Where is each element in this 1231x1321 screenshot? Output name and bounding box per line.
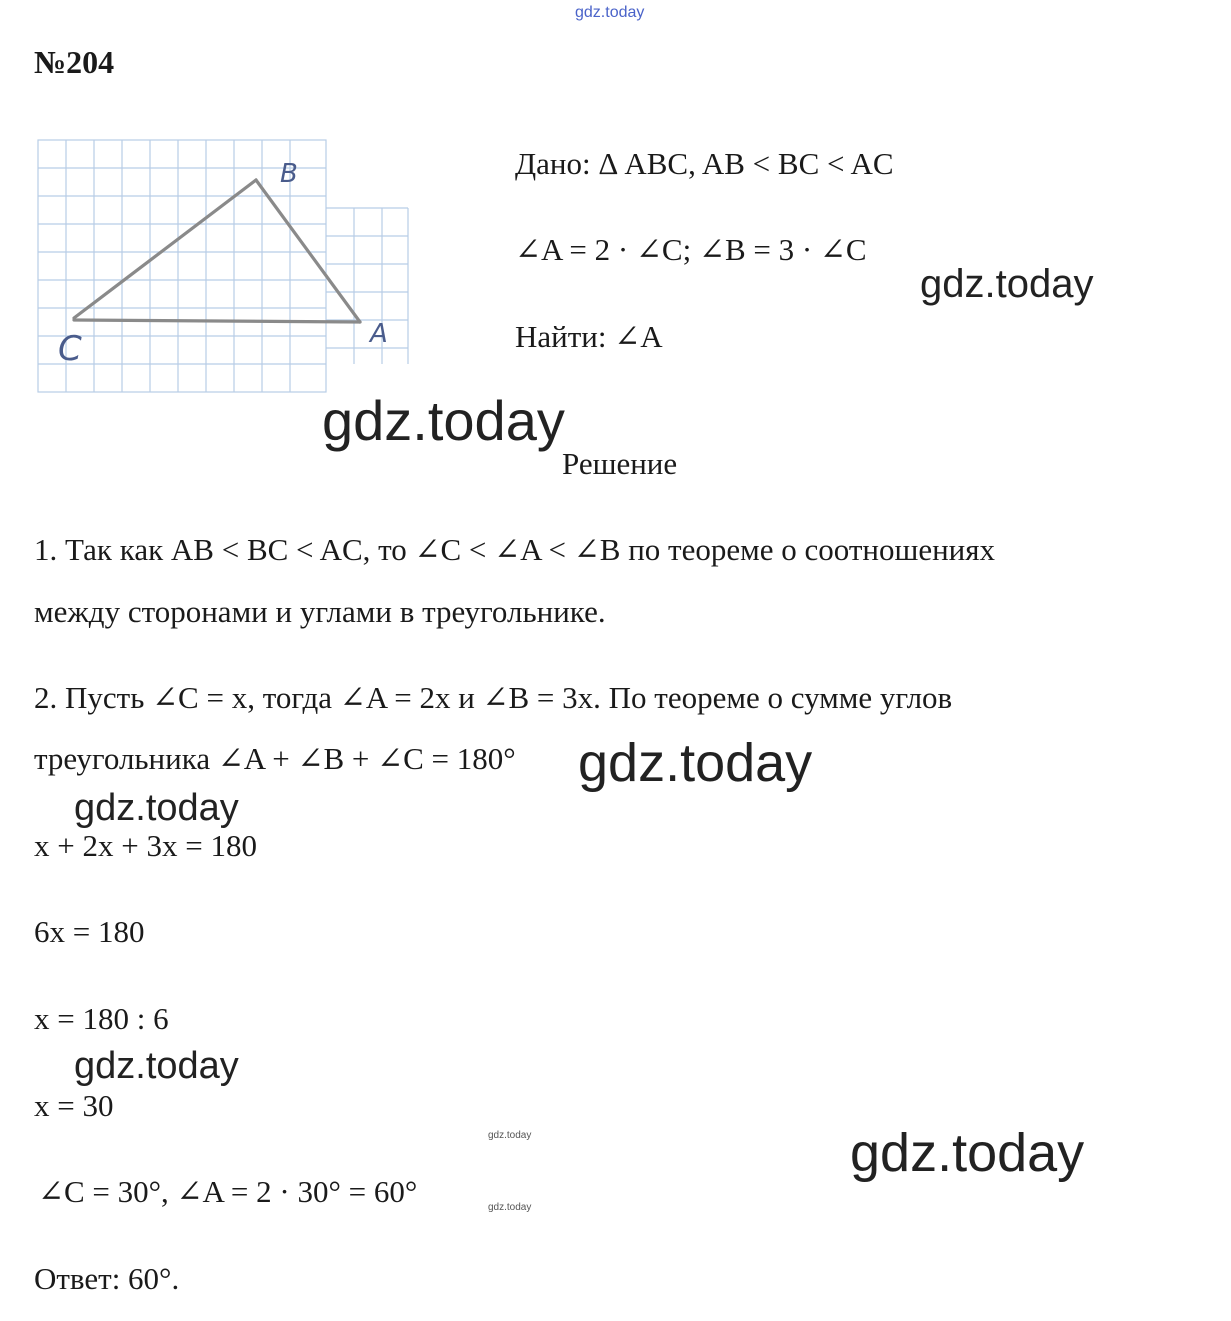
solution-title: Решение	[562, 446, 678, 481]
answer: Ответ: 60°.	[34, 1261, 180, 1296]
step2-line-2: треугольника ∠A + ∠B + ∠C = 180°	[34, 741, 516, 776]
problem-number: №204	[34, 44, 115, 80]
given-line-1: Дано: Δ ABC, AB < BC < AC	[515, 146, 894, 181]
triangle-figure	[36, 128, 416, 398]
vertex-label-a: A	[370, 319, 388, 349]
watermark-6: gdz.today	[850, 1123, 1085, 1183]
grid-paper	[38, 140, 408, 392]
find-line: Найти: ∠A	[515, 319, 663, 354]
watermark-2: gdz.today	[322, 389, 565, 452]
result-line: ∠C = 30°, ∠A = 2 · 30° = 60°	[38, 1174, 418, 1209]
watermark-3: gdz.today	[578, 733, 813, 793]
watermark-small-2: gdz.today	[488, 1202, 532, 1213]
equation-4: x = 30	[34, 1088, 114, 1123]
watermark-4: gdz.today	[74, 787, 239, 829]
step2-line-1: 2. Пусть ∠C = x, тогда ∠A = 2x и ∠B = 3x. По теореме о сумме углов	[34, 680, 953, 715]
watermark-5: gdz.today	[74, 1045, 239, 1087]
vertex-label-c: C	[58, 329, 82, 369]
equation-2: 6x = 180	[34, 914, 145, 949]
equation-1: x + 2x + 3x = 180	[34, 828, 257, 863]
watermark-small-1: gdz.today	[488, 1130, 532, 1141]
watermark-top: gdz.today	[575, 4, 645, 21]
side-ba	[256, 180, 360, 322]
equation-3: x = 180 : 6	[34, 1001, 169, 1036]
side-ca	[74, 320, 360, 322]
side-cb	[74, 180, 256, 318]
step1-line-2: между сторонами и углами в треугольнике.	[34, 594, 606, 629]
step1-line-1: 1. Так как AB < BC < AC, то ∠C < ∠A < ∠B по теореме о соотношениях	[34, 532, 996, 567]
watermark-1: gdz.today	[920, 262, 1094, 306]
vertex-label-b: B	[280, 159, 298, 189]
triangle-sides	[74, 180, 360, 322]
triangle-diagram	[36, 128, 416, 398]
given-line-2: ∠A = 2 · ∠C; ∠B = 3 · ∠C	[515, 232, 867, 267]
